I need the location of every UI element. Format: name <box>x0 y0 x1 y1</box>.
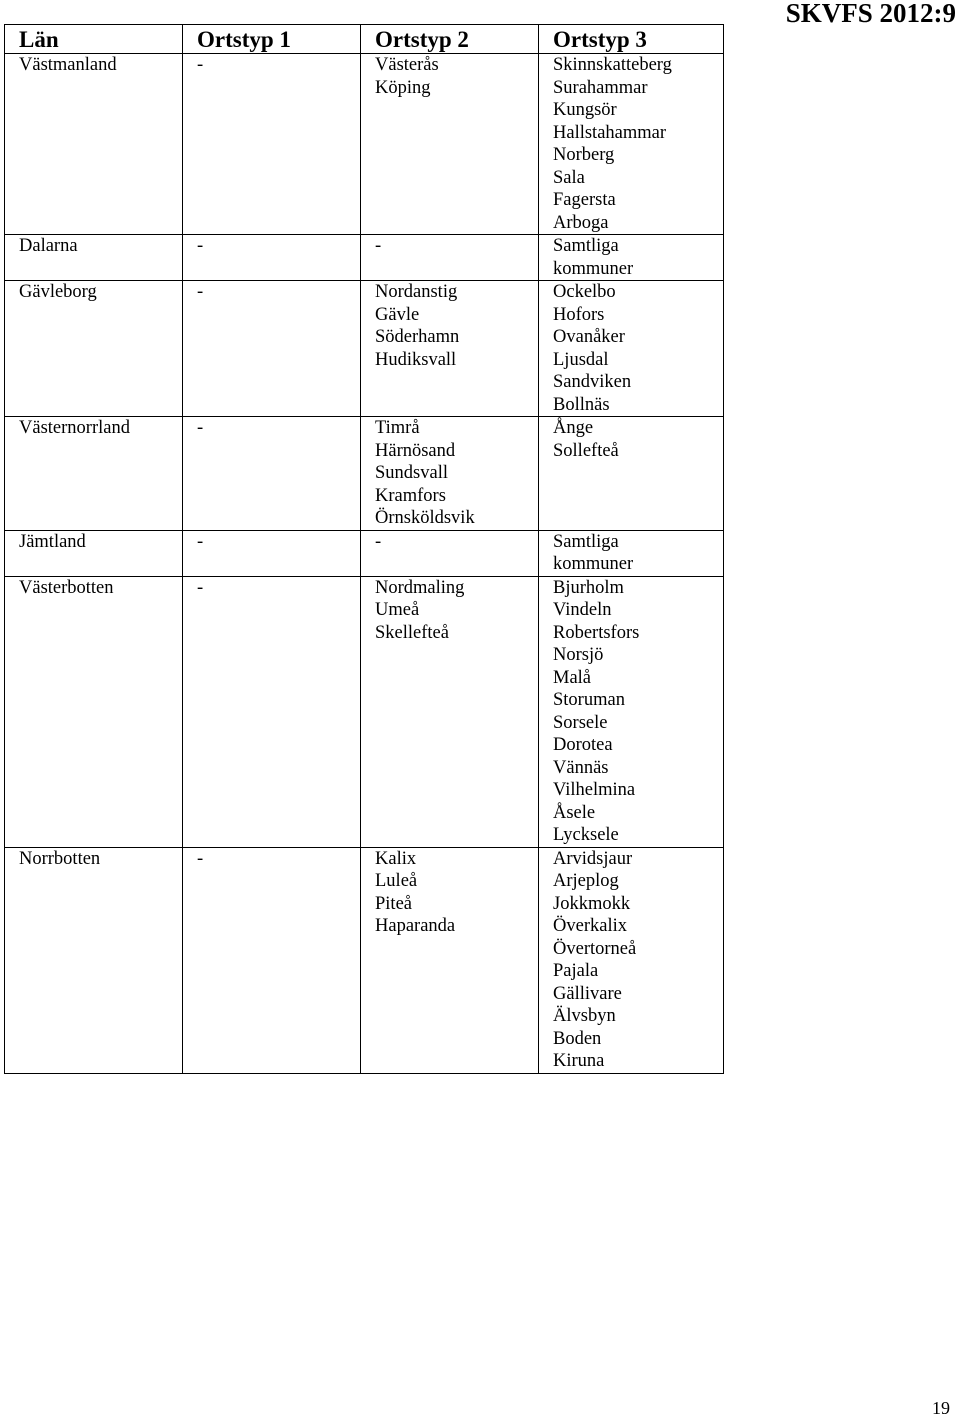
municipality-name: Timrå <box>375 418 420 438</box>
municipality-name: Söderhamn <box>375 327 460 347</box>
lan-name: Dalarna <box>19 236 78 256</box>
municipality-name: Bjurholm <box>553 577 624 598</box>
cell-ortstyp1 <box>183 576 361 847</box>
cell-ortstyp3 <box>539 54 724 235</box>
municipality-name: Sala <box>553 167 585 188</box>
column-header-ortstyp-3: Ortstyp 3 <box>539 25 724 54</box>
municipality-name: Åsele <box>553 802 596 823</box>
municipality-name: Storuman <box>553 690 625 710</box>
cell-ortstyp2 <box>361 847 539 1073</box>
municipality-name: Arvidsjaur <box>553 848 633 869</box>
municipality-name: Nordanstig <box>375 282 458 302</box>
column-header-ortstyp-1: Ortstyp 1 <box>183 25 361 54</box>
municipality-name: Arjeplog <box>553 871 619 891</box>
municipality-name: Ovanåker <box>553 327 625 347</box>
municipality-name: Kungsör <box>553 100 617 120</box>
cell-ortstyp1 <box>183 235 361 281</box>
municipality-name: Hallstahammar <box>553 122 667 143</box>
cell-ortstyp1 <box>183 54 361 235</box>
table-row <box>5 281 724 417</box>
cell-ortstyp1 <box>183 417 361 531</box>
municipality-name: Nordmaling <box>375 577 465 598</box>
municipality-name: Sollefteå <box>553 440 619 461</box>
cell-ortstyp1 <box>183 847 361 1073</box>
ortstyp-table <box>4 24 724 1074</box>
lan-name: Norrbotten <box>19 848 101 869</box>
municipality-name: Fagersta <box>553 190 616 210</box>
table-row <box>5 417 724 531</box>
municipality-name: Kiruna <box>553 1051 605 1071</box>
municipality-name: Ånge <box>553 418 594 438</box>
municipality-name: Sundsvall <box>375 463 448 483</box>
municipality-name: - <box>197 282 204 302</box>
municipality-name: - <box>375 236 382 256</box>
column-header-ortstyp-2: Ortstyp 2 <box>361 25 539 54</box>
municipality-name: Robertsfors <box>553 622 640 643</box>
municipality-name: Gällivare <box>553 983 622 1004</box>
municipality-name: - <box>197 577 204 598</box>
cell-ortstyp2 <box>361 235 539 281</box>
municipality-name: Bollnäs <box>553 394 610 415</box>
cell-ortstyp3 <box>539 847 724 1073</box>
cell-ortstyp1 <box>183 281 361 417</box>
municipality-name: Luleå <box>375 871 418 891</box>
municipality-name: Kramfors <box>375 485 446 506</box>
municipality-name: - <box>197 55 204 75</box>
lan-name: Västernorrland <box>19 418 130 438</box>
municipality-name: Lycksele <box>553 825 619 845</box>
municipality-name: Vännäs <box>553 757 609 778</box>
cell-lan <box>5 530 183 576</box>
municipality-name: - <box>197 236 204 256</box>
cell-ortstyp1 <box>183 530 361 576</box>
municipality-name: Härnösand <box>375 440 456 461</box>
municipality-name: Skellefteå <box>375 622 449 643</box>
table-header-row <box>5 25 724 54</box>
municipality-name: - <box>197 848 204 869</box>
municipality-name: - <box>197 418 204 438</box>
municipality-name: kommuner <box>553 258 634 279</box>
page-number: 19 <box>932 1398 950 1418</box>
cell-ortstyp2 <box>361 530 539 576</box>
cell-lan <box>5 235 183 281</box>
municipality-name: Boden <box>553 1028 602 1049</box>
municipality-name: Samtliga <box>553 531 619 552</box>
municipality-name: Malå <box>553 667 592 688</box>
lan-name: Västmanland <box>19 55 117 75</box>
table-body <box>5 54 724 1074</box>
municipality-name: Örnsköldsvik <box>375 508 475 528</box>
lan-name: Västerbotten <box>19 577 114 598</box>
table-row <box>5 576 724 847</box>
municipality-name: Piteå <box>375 893 412 914</box>
cell-ortstyp2 <box>361 576 539 847</box>
lan-name: Jämtland <box>19 531 86 552</box>
municipality-name: Gävle <box>375 304 420 325</box>
cell-ortstyp3 <box>539 281 724 417</box>
municipality-name: Köping <box>375 77 431 98</box>
document-code: SKVFS 2012:9 <box>785 0 956 28</box>
table-row <box>5 530 724 576</box>
municipality-name: Hofors <box>553 304 605 325</box>
municipality-name: Jokkmokk <box>553 893 631 914</box>
municipality-name: Sorsele <box>553 712 608 733</box>
municipality-name: Samtliga <box>553 236 619 256</box>
municipality-name: - <box>375 531 382 552</box>
cell-ortstyp2 <box>361 281 539 417</box>
lan-name: Gävleborg <box>19 282 97 302</box>
municipality-name: Ljusdal <box>553 349 609 370</box>
municipality-name: Arboga <box>553 212 609 233</box>
cell-ortstyp2 <box>361 54 539 235</box>
cell-ortstyp2 <box>361 417 539 531</box>
municipality-name: Vindeln <box>553 600 612 620</box>
municipality-name: Vilhelmina <box>553 780 636 800</box>
municipality-name: Norberg <box>553 145 615 165</box>
municipality-name: Surahammar <box>553 77 648 98</box>
cell-lan <box>5 54 183 235</box>
municipality-name: Pajala <box>553 961 599 981</box>
cell-ortstyp3 <box>539 530 724 576</box>
cell-lan <box>5 847 183 1073</box>
municipality-name: Kalix <box>375 848 417 869</box>
cell-ortstyp3 <box>539 576 724 847</box>
table-row <box>5 235 724 281</box>
table-row <box>5 847 724 1073</box>
municipality-name: Dorotea <box>553 735 613 755</box>
municipality-name: Norsjö <box>553 645 604 665</box>
cell-ortstyp3 <box>539 235 724 281</box>
municipality-name: Skinnskatteberg <box>553 55 672 75</box>
table-row <box>5 54 724 235</box>
municipality-name: Övertorneå <box>553 938 637 959</box>
municipality-name: Överkalix <box>553 916 627 936</box>
municipality-name: kommuner <box>553 554 634 574</box>
cell-ortstyp3 <box>539 417 724 531</box>
municipality-name: Hudiksvall <box>375 349 457 370</box>
municipality-name: Västerås <box>375 55 439 75</box>
municipality-name: - <box>197 531 204 552</box>
municipality-name: Umeå <box>375 600 420 620</box>
municipality-name: Ockelbo <box>553 282 616 302</box>
column-header-lan: Län <box>5 25 183 54</box>
cell-lan <box>5 417 183 531</box>
cell-lan <box>5 576 183 847</box>
cell-lan <box>5 281 183 417</box>
municipality-name: Älvsbyn <box>553 1006 616 1026</box>
municipality-name: Haparanda <box>375 916 456 936</box>
municipality-name: Sandviken <box>553 372 632 392</box>
